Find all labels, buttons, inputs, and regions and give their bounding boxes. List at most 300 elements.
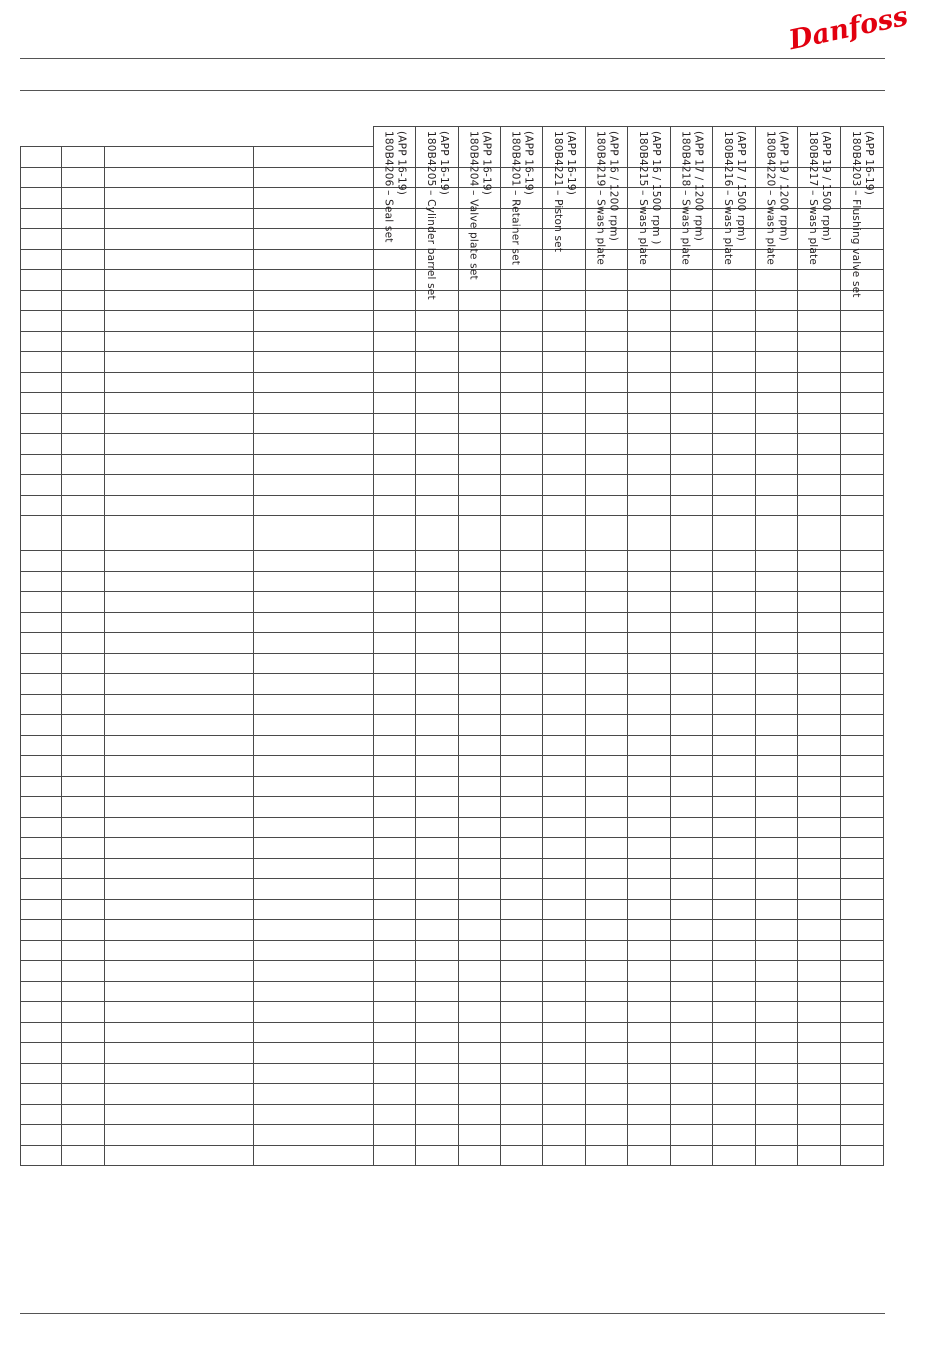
header-cell-1	[21, 147, 62, 168]
table-cell	[501, 858, 543, 879]
table-cell	[459, 393, 501, 414]
table-row	[21, 495, 884, 516]
table-cell	[374, 776, 416, 797]
table-cell	[798, 571, 841, 592]
table-row	[21, 1002, 884, 1023]
table-cell	[254, 653, 374, 674]
table-cell	[459, 797, 501, 818]
table-cell	[21, 1063, 62, 1084]
table-cell	[798, 940, 841, 961]
table-cell	[671, 1043, 713, 1064]
table-cell	[374, 1104, 416, 1125]
table-cell	[416, 981, 459, 1002]
table-cell	[105, 879, 254, 900]
table-cell	[21, 434, 62, 455]
table-cell	[254, 270, 374, 291]
table-row	[21, 1145, 884, 1166]
table-cell	[374, 1125, 416, 1146]
table-cell	[841, 571, 884, 592]
table-cell	[756, 1145, 798, 1166]
table-cell	[628, 475, 671, 496]
table-cell	[756, 674, 798, 695]
table-cell	[543, 331, 586, 352]
table-cell	[105, 167, 254, 188]
table-cell	[501, 1063, 543, 1084]
table-cell	[459, 817, 501, 838]
table-cell	[21, 1022, 62, 1043]
table-cell	[671, 311, 713, 332]
table-cell	[374, 612, 416, 633]
table-row	[21, 858, 884, 879]
table-row	[21, 1043, 884, 1064]
table-cell	[416, 475, 459, 496]
table-cell	[628, 879, 671, 900]
table-cell	[254, 454, 374, 475]
table-cell	[841, 1063, 884, 1084]
table-cell	[543, 290, 586, 311]
table-cell	[501, 1125, 543, 1146]
part-column-label	[679, 131, 705, 265]
table-cell	[62, 817, 105, 838]
table-cell	[756, 694, 798, 715]
table-cell	[543, 270, 586, 291]
table-cell	[841, 1043, 884, 1064]
table-row	[21, 167, 884, 188]
table-cell	[543, 352, 586, 373]
table-cell	[501, 920, 543, 941]
table-cell	[586, 516, 628, 551]
table-cell	[254, 1063, 374, 1084]
table-cell	[841, 1084, 884, 1105]
table-cell	[459, 674, 501, 695]
table-cell	[105, 393, 254, 414]
table-cell	[756, 551, 798, 572]
table-row	[21, 633, 884, 654]
table-cell	[62, 393, 105, 414]
part-application-range: (APP 16-19)	[863, 131, 875, 196]
table-cell	[586, 694, 628, 715]
table-cell	[628, 413, 671, 434]
table-cell	[586, 1043, 628, 1064]
table-cell	[254, 920, 374, 941]
table-cell	[62, 715, 105, 736]
table-cell	[374, 592, 416, 613]
table-cell	[628, 331, 671, 352]
table-cell	[254, 899, 374, 920]
table-cell	[62, 674, 105, 695]
table-cell	[416, 454, 459, 475]
table-row	[21, 674, 884, 695]
table-cell	[756, 592, 798, 613]
table-cell	[671, 1084, 713, 1105]
table-cell	[798, 434, 841, 455]
part-column-header	[459, 127, 501, 280]
table-cell	[21, 920, 62, 941]
table-cell	[416, 633, 459, 654]
table-row	[21, 352, 884, 373]
table-row	[21, 270, 884, 291]
table-cell	[628, 756, 671, 777]
table-cell	[501, 516, 543, 551]
table-cell	[62, 167, 105, 188]
table-cell	[459, 413, 501, 434]
table-cell	[254, 331, 374, 352]
table-cell	[105, 776, 254, 797]
table-cell	[671, 858, 713, 879]
table-cell	[713, 1104, 756, 1125]
table-cell	[798, 981, 841, 1002]
table-row	[21, 612, 884, 633]
table-cell	[459, 1145, 501, 1166]
table-cell	[586, 592, 628, 613]
part-number-title: 180B4221 – Piston set	[552, 131, 564, 253]
table-cell	[671, 1145, 713, 1166]
table-cell	[713, 1002, 756, 1023]
table-cell	[374, 633, 416, 654]
table-cell	[713, 715, 756, 736]
table-cell	[671, 797, 713, 818]
table-cell	[756, 653, 798, 674]
table-cell	[21, 551, 62, 572]
table-cell	[713, 331, 756, 352]
table-cell	[105, 208, 254, 229]
table-cell	[756, 879, 798, 900]
table-cell	[254, 981, 374, 1002]
danfoss-logo	[785, 0, 911, 57]
table-cell	[756, 633, 798, 654]
table-cell	[628, 633, 671, 654]
table-cell	[62, 290, 105, 311]
table-cell	[459, 352, 501, 373]
table-cell	[798, 592, 841, 613]
part-column-header	[374, 127, 416, 243]
table-cell	[671, 270, 713, 291]
table-cell	[543, 735, 586, 756]
table-cell	[21, 352, 62, 373]
table-cell	[459, 1125, 501, 1146]
table-cell	[501, 756, 543, 777]
table-cell	[628, 981, 671, 1002]
table-cell	[798, 454, 841, 475]
table-cell	[756, 516, 798, 551]
table-cell	[459, 920, 501, 941]
table-cell	[21, 940, 62, 961]
table-cell	[586, 551, 628, 572]
table-cell	[416, 694, 459, 715]
table-cell	[416, 592, 459, 613]
table-cell	[105, 188, 254, 209]
table-cell	[713, 434, 756, 455]
part-application-range: (APP 17 / 1200 rpm)	[692, 131, 705, 242]
table-cell	[459, 372, 501, 393]
table-cell	[756, 1043, 798, 1064]
table-cell	[374, 270, 416, 291]
part-number-title: 180B4215 – Swash plate	[637, 131, 649, 266]
table-cell	[105, 331, 254, 352]
table-cell	[713, 516, 756, 551]
table-cell	[671, 920, 713, 941]
table-cell	[586, 311, 628, 332]
table-cell	[501, 372, 543, 393]
table-cell	[841, 495, 884, 516]
table-cell	[628, 858, 671, 879]
table-cell	[713, 551, 756, 572]
table-cell	[105, 940, 254, 961]
part-application-range: (APP 16-19)	[565, 131, 577, 196]
table-cell	[21, 838, 62, 859]
table-cell	[105, 817, 254, 838]
table-cell	[501, 838, 543, 859]
table-cell	[713, 653, 756, 674]
header-blank-area	[21, 127, 374, 147]
table-cell	[459, 551, 501, 572]
table-cell	[62, 920, 105, 941]
table-cell	[21, 1043, 62, 1064]
table-cell	[543, 633, 586, 654]
table-cell	[798, 311, 841, 332]
table-cell	[586, 674, 628, 695]
table-cell	[543, 920, 586, 941]
table-cell	[671, 571, 713, 592]
table-cell	[254, 551, 374, 572]
table-cell	[543, 413, 586, 434]
table-row	[21, 1125, 884, 1146]
table-cell	[21, 290, 62, 311]
table-cell	[254, 1043, 374, 1064]
table-cell	[254, 1022, 374, 1043]
table-cell	[756, 352, 798, 373]
table-cell	[671, 981, 713, 1002]
table-cell	[756, 858, 798, 879]
table-cell	[713, 879, 756, 900]
table-cell	[62, 413, 105, 434]
table-cell	[798, 1104, 841, 1125]
table-cell	[21, 393, 62, 414]
table-cell	[374, 331, 416, 352]
table-cell	[105, 1063, 254, 1084]
table-row	[21, 413, 884, 434]
table-cell	[628, 920, 671, 941]
table-cell	[756, 735, 798, 756]
table-cell	[374, 1002, 416, 1023]
table-cell	[254, 694, 374, 715]
table-cell	[254, 372, 374, 393]
table-cell	[713, 270, 756, 291]
table-cell	[62, 1145, 105, 1166]
part-column-header	[501, 127, 543, 266]
table-cell	[501, 940, 543, 961]
header-rule-bottom	[20, 90, 885, 91]
table-cell	[798, 756, 841, 777]
table-cell	[254, 735, 374, 756]
table-cell	[798, 961, 841, 982]
table-cell	[62, 879, 105, 900]
table-cell	[671, 817, 713, 838]
table-cell	[756, 1084, 798, 1105]
table-cell	[501, 981, 543, 1002]
table-cell	[628, 270, 671, 291]
part-number-title: 180B4204 – Valve plate set	[467, 131, 480, 280]
table-cell	[713, 1145, 756, 1166]
table-cell	[543, 1043, 586, 1064]
table-cell	[501, 1043, 543, 1064]
table-cell	[62, 571, 105, 592]
table-cell	[416, 858, 459, 879]
table-cell	[713, 899, 756, 920]
table-cell	[105, 413, 254, 434]
table-cell	[501, 331, 543, 352]
table-cell	[543, 454, 586, 475]
table-cell	[501, 270, 543, 291]
table-cell	[713, 633, 756, 654]
table-cell	[713, 1022, 756, 1043]
table-cell	[21, 715, 62, 736]
table-cell	[62, 208, 105, 229]
table-cell	[416, 393, 459, 414]
table-cell	[628, 1022, 671, 1043]
table-cell	[586, 940, 628, 961]
table-cell	[105, 551, 254, 572]
table-cell	[586, 270, 628, 291]
table-cell	[671, 756, 713, 777]
table-cell	[671, 715, 713, 736]
table-cell	[21, 454, 62, 475]
table-cell	[254, 1104, 374, 1125]
table-cell	[459, 516, 501, 551]
table-cell	[841, 434, 884, 455]
table-cell	[374, 940, 416, 961]
table-cell	[756, 270, 798, 291]
table-cell	[841, 858, 884, 879]
table-cell	[628, 290, 671, 311]
table-cell	[798, 1125, 841, 1146]
table-row	[21, 229, 884, 250]
table-cell	[21, 1002, 62, 1023]
table-row	[21, 249, 884, 270]
table-cell	[628, 551, 671, 572]
table-cell	[586, 571, 628, 592]
table-cell	[254, 612, 374, 633]
table-cell	[62, 1063, 105, 1084]
table-cell	[416, 899, 459, 920]
part-number-title: 180B4216 – Swash plate	[722, 131, 734, 266]
table-cell	[671, 674, 713, 695]
part-number-title: 180B4203 – Flushing valve set	[850, 131, 862, 298]
table-cell	[62, 735, 105, 756]
table-cell	[105, 1125, 254, 1146]
part-column-header	[841, 127, 884, 298]
table-cell	[586, 331, 628, 352]
table-cell	[756, 434, 798, 455]
table-cell	[416, 797, 459, 818]
table-cell	[459, 838, 501, 859]
table-cell	[671, 516, 713, 551]
table-cell	[628, 1104, 671, 1125]
table-cell	[713, 858, 756, 879]
table-cell	[21, 1125, 62, 1146]
part-application-range: (APP 16-19)	[480, 131, 493, 196]
table-cell	[713, 735, 756, 756]
table-cell	[374, 516, 416, 551]
table-cell	[501, 454, 543, 475]
table-cell	[841, 454, 884, 475]
table-cell	[374, 249, 416, 270]
table-cell	[105, 1084, 254, 1105]
table-cell	[543, 899, 586, 920]
table-cell	[105, 311, 254, 332]
table-cell	[459, 571, 501, 592]
table-cell	[543, 879, 586, 900]
table-cell	[21, 756, 62, 777]
table-cell	[543, 674, 586, 695]
table-cell	[105, 592, 254, 613]
table-cell	[543, 592, 586, 613]
table-cell	[543, 1022, 586, 1043]
table-cell	[416, 1043, 459, 1064]
table-cell	[628, 495, 671, 516]
table-cell	[501, 817, 543, 838]
table-cell	[756, 817, 798, 838]
svg-text:Danfoss: Danfoss	[786, 0, 911, 57]
table-cell	[798, 694, 841, 715]
table-cell	[628, 393, 671, 414]
table-cell	[713, 475, 756, 496]
part-column-label	[509, 131, 535, 265]
table-cell	[628, 612, 671, 633]
table-cell	[416, 674, 459, 695]
table-cell	[543, 1063, 586, 1084]
table-cell	[374, 961, 416, 982]
table-cell	[671, 612, 713, 633]
part-number-title: 180B4220 – Swash plate	[764, 131, 777, 266]
table-cell	[21, 167, 62, 188]
part-column-label	[594, 131, 620, 265]
table-cell	[586, 495, 628, 516]
table-cell	[254, 393, 374, 414]
table-cell	[586, 1104, 628, 1125]
table-cell	[586, 633, 628, 654]
table-row	[21, 653, 884, 674]
table-cell	[713, 311, 756, 332]
table-cell	[841, 352, 884, 373]
table-cell	[841, 1022, 884, 1043]
table-cell	[501, 612, 543, 633]
table-cell	[628, 571, 671, 592]
table-row	[21, 817, 884, 838]
table-cell	[543, 653, 586, 674]
table-cell	[756, 1104, 798, 1125]
table-cell	[713, 413, 756, 434]
table-cell	[586, 981, 628, 1002]
table-cell	[416, 838, 459, 859]
table-cell	[628, 961, 671, 982]
table-cell	[586, 653, 628, 674]
table-cell	[798, 879, 841, 900]
table-cell	[543, 817, 586, 838]
table-cell	[105, 1043, 254, 1064]
table-cell	[841, 592, 884, 613]
table-cell	[62, 372, 105, 393]
table-cell	[416, 571, 459, 592]
table-cell	[21, 1145, 62, 1166]
table-cell	[459, 858, 501, 879]
table-cell	[21, 311, 62, 332]
table-cell	[543, 961, 586, 982]
table-cell	[628, 1063, 671, 1084]
table-cell	[62, 633, 105, 654]
table-cell	[501, 961, 543, 982]
table-cell	[62, 1125, 105, 1146]
